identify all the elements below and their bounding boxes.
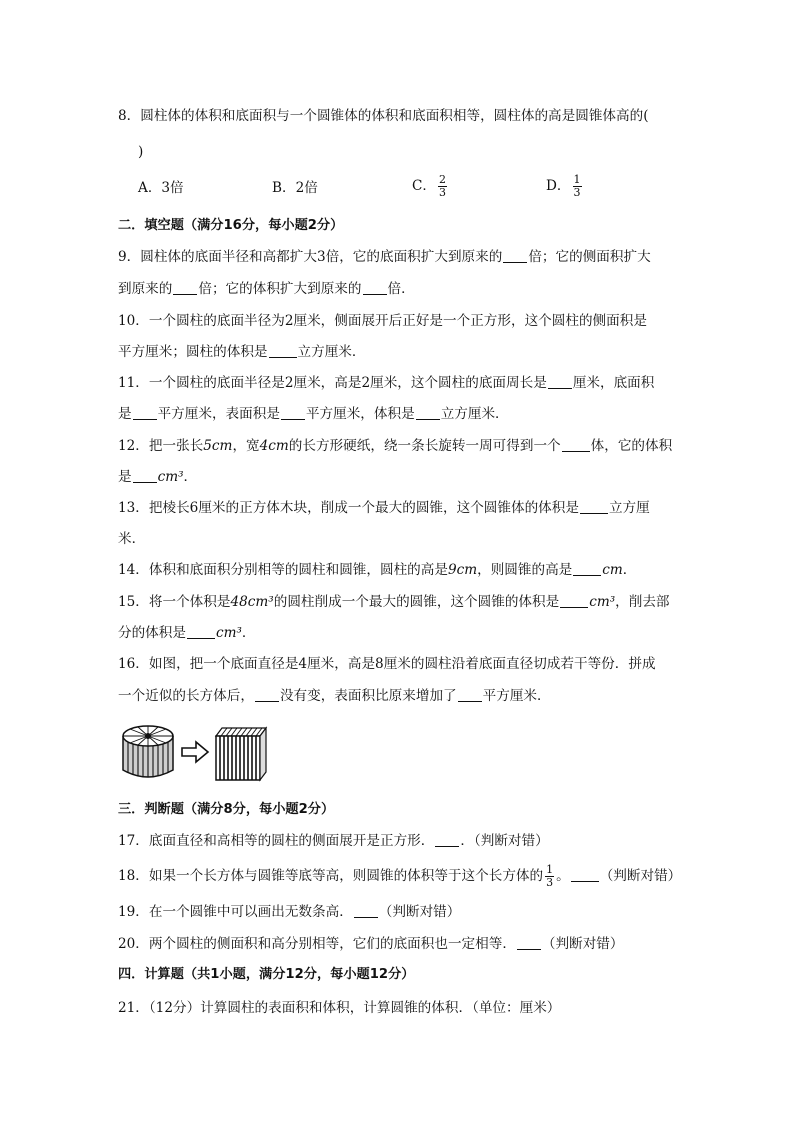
option-c-label: C．: [412, 178, 436, 194]
question-12-text-c: 的长方形硬纸，绕一条长旋转一周可得到一个: [288, 438, 561, 454]
question-15-unit: cm³: [589, 594, 616, 610]
answer-blank[interactable]: [560, 593, 588, 608]
question-9-text-c: 到原来的: [118, 281, 173, 297]
question-12-text-d: 体，它的体积: [590, 438, 673, 454]
option-c: [412, 174, 449, 199]
question-14-text-b: ，则圆锥的高是: [477, 562, 573, 578]
answer-blank[interactable]: [562, 437, 590, 452]
question-18-text-b: 。: [556, 868, 570, 884]
question-17-text-a: 17．底面直径和高相等的圆柱的侧面展开是正方形．: [118, 833, 435, 849]
question-12-text-f: ．: [183, 469, 198, 485]
question-11-text-b: 厘米，底面积: [572, 375, 655, 391]
answer-blank[interactable]: [173, 280, 197, 295]
answer-blank[interactable]: [187, 624, 215, 639]
answer-blank[interactable]: [458, 687, 482, 702]
question-11-text-c: 是: [118, 406, 132, 422]
question-11-text-e: 平方厘米，体积是: [305, 406, 415, 422]
question-16-text-a: 16．如图，把一个底面直径是4厘米，高是8厘米的圆柱沿着底面直径切成若干等份．拼成: [118, 656, 656, 672]
question-8-line-2: [138, 142, 143, 162]
question-9-text-b: 倍；它的侧面积扩大: [528, 249, 651, 265]
question-9-line-1: [118, 247, 651, 267]
question-14-unit: cm: [602, 562, 623, 578]
question-11-line-2: [118, 404, 509, 424]
section-4-heading: 四．计算题（共1小题，满分12分，每小题12分）: [118, 967, 415, 982]
answer-blank[interactable]: [503, 248, 527, 263]
question-15-text-b: 的圆柱削成一个最大的圆锥，这个圆锥的体积是: [273, 594, 560, 610]
question-16-text-b: 一个近似的长方体后，: [118, 688, 254, 704]
answer-blank[interactable]: [580, 499, 608, 514]
arrow-right-icon: [182, 742, 208, 762]
question-9-line-2: [118, 279, 415, 299]
option-b-label: B．2倍: [272, 180, 318, 196]
option-b: [272, 178, 318, 198]
question-12-text-e: 是: [118, 469, 132, 485]
question-14-height: 9cm: [447, 562, 478, 578]
question-15-text-c: ，削去部: [615, 594, 670, 610]
answer-blank[interactable]: [354, 903, 378, 918]
question-9-text-e: 倍．: [387, 281, 415, 297]
answer-blank[interactable]: [255, 687, 279, 702]
question-11-text-d: 平方厘米，表面积是: [157, 406, 280, 422]
question-15-text-a: 15．将一个体积是: [118, 594, 231, 610]
question-15-unit-2: cm³: [215, 625, 242, 641]
question-8-line-1: [118, 106, 649, 126]
question-12-text-a: 12．把一张长: [118, 438, 204, 454]
question-8-paren: ): [138, 144, 144, 160]
answer-blank[interactable]: [416, 405, 440, 420]
question-19-text-b: （判断对错）: [378, 904, 461, 920]
answer-blank[interactable]: [269, 343, 297, 358]
question-18-numerator: 1: [546, 863, 554, 876]
question-8-text: 8．圆柱体的体积和底面积与一个圆锥体的体积和底面积相等，圆柱体的高是圆锥体高的(: [118, 108, 649, 124]
question-11-line-1: [118, 373, 654, 393]
option-d-fraction: [573, 174, 582, 199]
cylinder-transform-illustration: [120, 722, 300, 784]
question-17-line: [118, 831, 549, 851]
question-10-text-a: 10．一个圆柱的底面半径为2厘米，侧面展开后正好是一个正方形，这个圆柱的侧面积是: [118, 313, 647, 329]
option-c-numerator: 2: [439, 173, 446, 186]
question-20-line: [118, 934, 623, 954]
question-18-fraction: [545, 864, 554, 889]
question-18-denominator: 3: [546, 876, 554, 889]
cylinder-drawing: [123, 726, 173, 777]
question-18-line: [118, 864, 681, 889]
option-c-fraction: [438, 174, 447, 199]
question-10-line-1: [118, 311, 647, 331]
option-d: [546, 174, 584, 199]
question-16-line-1: [118, 654, 656, 674]
question-12-line-2: [118, 467, 197, 487]
option-d-denominator: 3: [573, 186, 581, 199]
answer-blank[interactable]: [573, 561, 601, 576]
question-14-text-a: 14．体积和底面积分别相等的圆柱和圆锥，圆柱的高是: [118, 562, 448, 578]
question-13-line-1: [118, 498, 650, 518]
question-17-text-b: ．（判断对错）: [460, 833, 549, 849]
section-2-heading: 二．填空题（满分16分，每小题2分）: [118, 218, 344, 233]
answer-blank[interactable]: [517, 935, 541, 950]
question-15-volume: 48cm³: [230, 594, 274, 610]
question-18-text-c: （判断对错）: [599, 868, 682, 884]
question-12-line-1: [118, 436, 672, 456]
question-15-line-2: [118, 623, 256, 643]
question-19-text-a: 19．在一个圆锥中可以画出无数条高．: [118, 904, 353, 920]
question-20-text-a: 20．两个圆柱的侧面积和高分别相等，它们的底面积也一定相等．: [118, 936, 516, 952]
cuboid-drawing: [216, 728, 266, 780]
option-a-label: A．3倍: [138, 180, 184, 196]
question-13-line-2: [118, 529, 145, 549]
question-10-line-2: [118, 342, 366, 362]
answer-blank[interactable]: [133, 405, 157, 420]
question-12-text-b: ，宽: [232, 438, 260, 454]
question-13-text-b: 立方厘: [608, 500, 650, 516]
question-12-width: 4cm: [259, 438, 289, 454]
question-15-text-e: ．: [241, 625, 256, 641]
question-16-text-c: 没有变，表面积比原来增加了: [279, 688, 457, 704]
question-12-unit: cm³: [157, 469, 184, 485]
question-21-line: 21．（12分）计算圆柱的表面积和体积，计算圆锥的体积．（单位：厘米）: [118, 1000, 561, 1016]
answer-blank[interactable]: [571, 867, 599, 882]
question-19-line: [118, 902, 460, 922]
question-10-text-c: 立方厘米．: [297, 344, 366, 360]
question-10-text-b: 平方厘米；圆柱的体积是: [118, 344, 268, 360]
option-d-label: D．: [546, 178, 571, 194]
question-15-text-d: 分的体积是: [118, 625, 186, 641]
question-15-line-1: [118, 592, 670, 612]
question-16-line-2: [118, 686, 551, 706]
question-11-text-a: 11．一个圆柱的底面半径是2厘米，高是2厘米，这个圆柱的底面周长是: [118, 375, 547, 391]
question-16-text-d: 平方厘米．: [482, 688, 551, 704]
question-9-text-d: 倍；它的体积扩大到原来的: [198, 281, 362, 297]
question-13-text-a: 13．把棱长6厘米的正方体木块，削成一个最大的圆锥，这个圆锥体的体积是: [118, 500, 579, 516]
question-18-text-a: 18．如果一个长方体与圆锥等底等高，则圆锥的体积等于这个长方体的: [118, 868, 544, 884]
question-9-text-a: 9．圆柱体的底面半径和高都扩大3倍，它的底面积扩大到原来的: [118, 249, 503, 265]
answer-blank[interactable]: [363, 280, 387, 295]
question-11-text-f: 立方厘米．: [440, 406, 509, 422]
answer-blank[interactable]: [133, 468, 157, 483]
cylinder-to-cuboid-figure: [120, 722, 300, 788]
section-3-heading: 三．判断题（满分8分，每小题2分）: [118, 802, 335, 817]
option-a: [138, 178, 184, 198]
question-14-text-c: ．: [622, 562, 637, 578]
answer-blank[interactable]: [548, 374, 572, 389]
option-d-numerator: 1: [573, 173, 581, 186]
question-12-length: 5cm: [203, 438, 233, 454]
question-13-text-c: 米．: [118, 531, 146, 547]
answer-blank[interactable]: [281, 405, 305, 420]
answer-blank[interactable]: [435, 832, 459, 847]
question-20-text-b: （判断对错）: [541, 936, 624, 952]
option-c-denominator: 3: [439, 186, 446, 199]
question-14-line: [118, 560, 636, 580]
